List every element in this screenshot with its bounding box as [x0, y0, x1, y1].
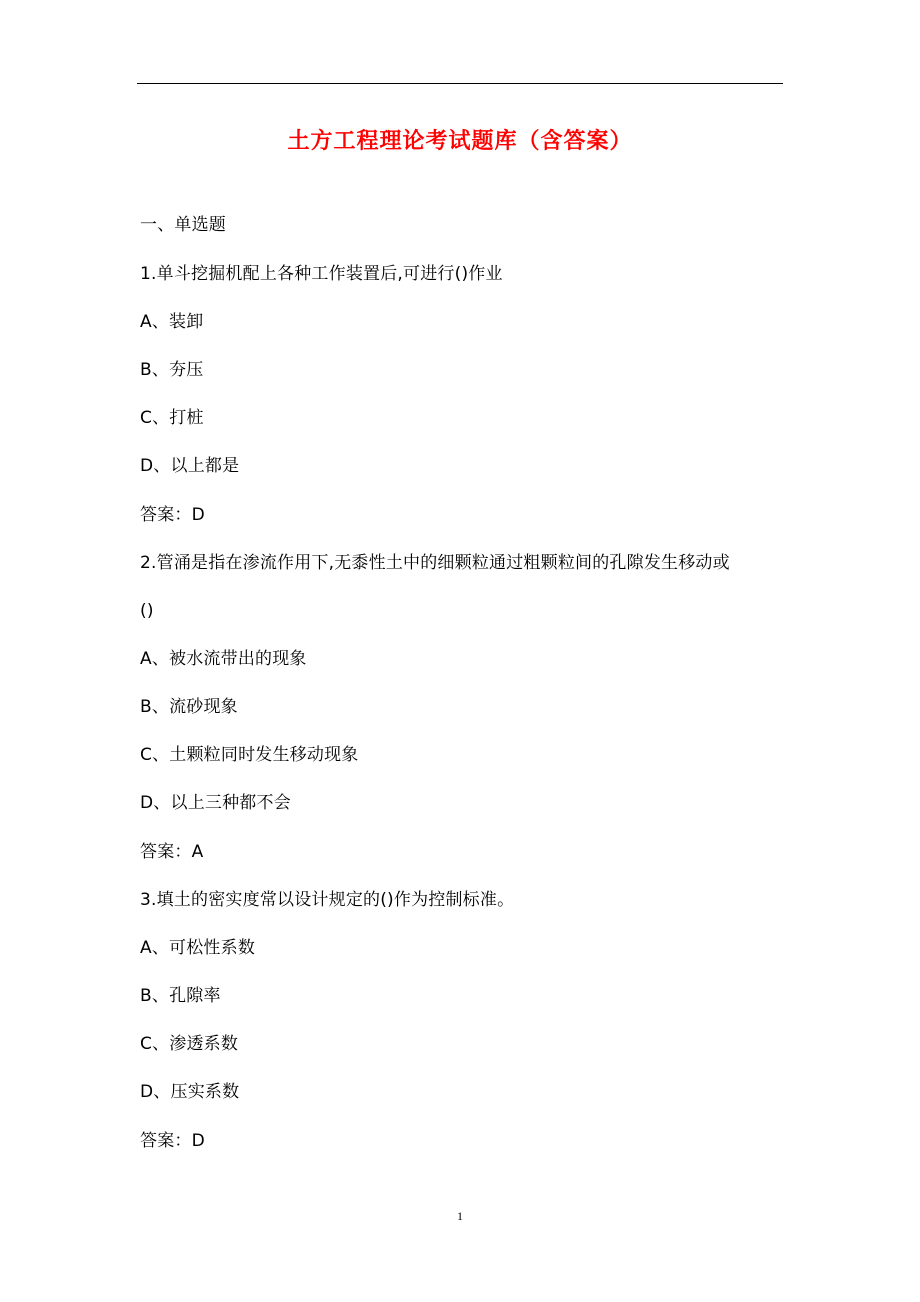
question-3-option-a: A、可松性系数 — [140, 938, 256, 958]
question-1-option-d: D、以上都是 — [140, 456, 240, 476]
question-1-option-c: C、打桩 — [140, 408, 204, 428]
section-heading: 一、单选题 — [140, 215, 226, 235]
question-3-option-d: D、压实系数 — [140, 1082, 240, 1102]
question-2-stem-line-1: 2.管涌是指在渗流作用下,无黍性土中的细颗粒通过粗颗粒间的孔隙发生移动或 — [140, 553, 730, 573]
question-2-stem-line-2: () — [140, 601, 154, 621]
question-3-option-b: B、孔隙率 — [140, 986, 221, 1006]
question-1-stem: 1.单斗挖掘机配上各种工作装置后,可进行()作业 — [140, 264, 503, 284]
question-2-answer: 答案：A — [140, 842, 204, 862]
header-rule — [137, 83, 783, 84]
question-3-option-c: C、渗透系数 — [140, 1034, 239, 1054]
document-title: 土方工程理论考试题库（含答案） — [287, 129, 633, 154]
question-1-answer: 答案：D — [140, 505, 205, 525]
question-3-answer: 答案：D — [140, 1131, 205, 1151]
question-2-option-b: B、流砂现象 — [140, 697, 238, 717]
question-2-option-c: C、土颗粒同时发生移动现象 — [140, 745, 359, 765]
question-1-option-a: A、装卸 — [140, 312, 204, 332]
question-3-stem: 3.填土的密实度常以设计规定的()作为控制标准。 — [140, 890, 515, 910]
question-2-option-a: A、被水流带出的现象 — [140, 649, 307, 669]
page-number: 1 — [457, 1209, 463, 1223]
question-2-option-d: D、以上三种都不会 — [140, 793, 291, 813]
question-1-option-b: B、夯压 — [140, 360, 204, 380]
